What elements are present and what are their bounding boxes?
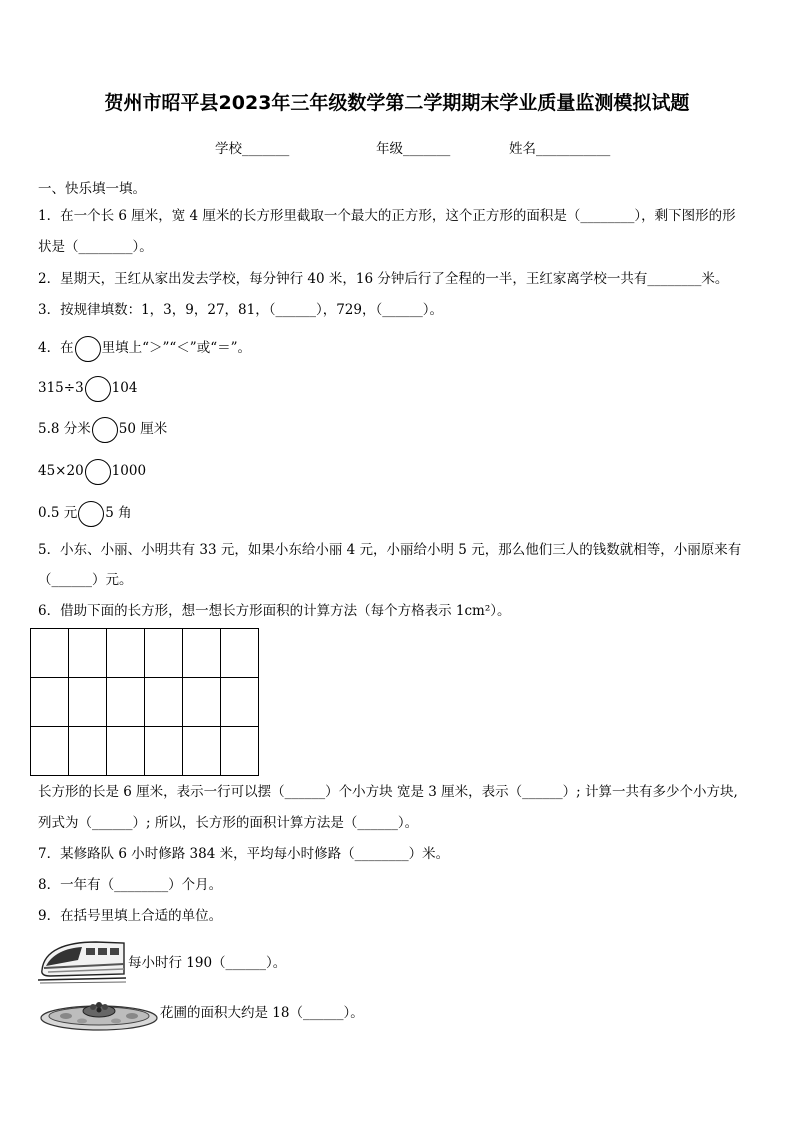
compare-item xyxy=(38,500,132,527)
question-8: 8．一年有（________）个月。 xyxy=(38,877,223,893)
question-9-intro: 9．在括号里填上合适的单位。 xyxy=(38,908,223,924)
compare-item xyxy=(38,375,137,402)
grid-cell xyxy=(107,727,145,776)
grid-cell xyxy=(183,727,221,776)
question-1-line-1: 1．在一个长 6 厘米，宽 4 厘米的长方形里截取一个最大的正方形，这个正方形的面积是（________），剩下图形的形 xyxy=(38,208,736,224)
grid-cell xyxy=(145,678,183,727)
compare-item xyxy=(38,458,146,485)
train-icon xyxy=(36,936,128,986)
compare-right: 5 角 xyxy=(105,505,132,521)
name-field[interactable]: 姓名___________ xyxy=(509,141,611,157)
question-1-line-2: 状是（________）。 xyxy=(38,239,153,255)
answer-circle[interactable] xyxy=(85,376,111,402)
compare-right: 50 厘米 xyxy=(118,421,168,437)
garden-question: 花圃的面积大约是 18（______）。 xyxy=(160,1005,364,1021)
question-6-line-2: 长方形的长是 6 厘米，表示一行可以摆（______）个小方块 宽是 3 厘米，表示（______）; 计算一共有多少个小方块, xyxy=(38,784,738,800)
compare-left: 45×20 xyxy=(38,463,84,479)
compare-item xyxy=(38,416,167,443)
question-5-line-1: 5．小东、小丽、小明共有 33 元，如果小东给小丽 4 元，小丽给小明 5 元，那么他们三人的钱数就相等，小丽原来有 xyxy=(38,542,742,558)
grid-cell xyxy=(183,678,221,727)
grid-cell xyxy=(221,678,259,727)
compare-left: 315÷3 xyxy=(38,380,84,396)
grid-cell xyxy=(107,678,145,727)
question-4-intro-b: 里填上“＞”“＜”或“＝”。 xyxy=(101,340,252,356)
grid-cell xyxy=(145,727,183,776)
answer-circle[interactable] xyxy=(92,417,118,443)
question-2: 2．星期天，王红从家出发去学校，每分钟行 40 米，16 分钟后行了全程的一半，王红家离学校一共有________米。 xyxy=(38,271,729,287)
compare-right: 1000 xyxy=(111,463,147,479)
grid-cell xyxy=(69,727,107,776)
grid-cell xyxy=(69,629,107,678)
grade-field[interactable]: 年级_______ xyxy=(376,141,451,157)
compare-circle-icon xyxy=(75,336,101,362)
flower-garden-icon xyxy=(38,994,160,1034)
question-6-line-1: 6．借助下面的长方形，想一想长方形面积的计算方法（每个方格表示 1cm²）。 xyxy=(38,603,511,619)
grid-cell xyxy=(145,629,183,678)
train-question: 每小时行 190（______）。 xyxy=(128,955,287,971)
grid-cell xyxy=(221,727,259,776)
section-heading: 一、快乐填一填。 xyxy=(38,181,146,197)
question-4-intro xyxy=(38,335,251,362)
grid-cell xyxy=(221,629,259,678)
grid-cell xyxy=(31,678,69,727)
answer-circle[interactable] xyxy=(85,459,111,485)
question-3: 3．按规律填数：1，3，9，27，81，（______），729，（______）。 xyxy=(38,302,443,318)
grid-cell xyxy=(107,629,145,678)
answer-circle[interactable] xyxy=(78,501,104,527)
question-6-line-3: 列式为（______）; 所以，长方形的面积计算方法是（______）。 xyxy=(38,815,419,831)
question-7: 7．某修路队 6 小时修路 384 米，平均每小时修路（________）米。 xyxy=(38,846,450,862)
page-title: 贺州市昭平县2023年三年级数学第二学期期末学业质量监测模拟试题 xyxy=(104,92,690,114)
grid-cell xyxy=(69,678,107,727)
compare-right: 104 xyxy=(111,380,138,396)
grid-cell xyxy=(31,629,69,678)
question-5-line-2: （______）元。 xyxy=(38,572,133,588)
rectangle-grid xyxy=(30,628,259,776)
school-field[interactable]: 学校_______ xyxy=(215,141,290,157)
question-4-intro-a: 4．在 xyxy=(38,340,74,356)
compare-left: 0.5 元 xyxy=(38,505,78,521)
grid-cell xyxy=(31,727,69,776)
grid-cell xyxy=(183,629,221,678)
compare-left: 5.8 分米 xyxy=(38,421,91,437)
